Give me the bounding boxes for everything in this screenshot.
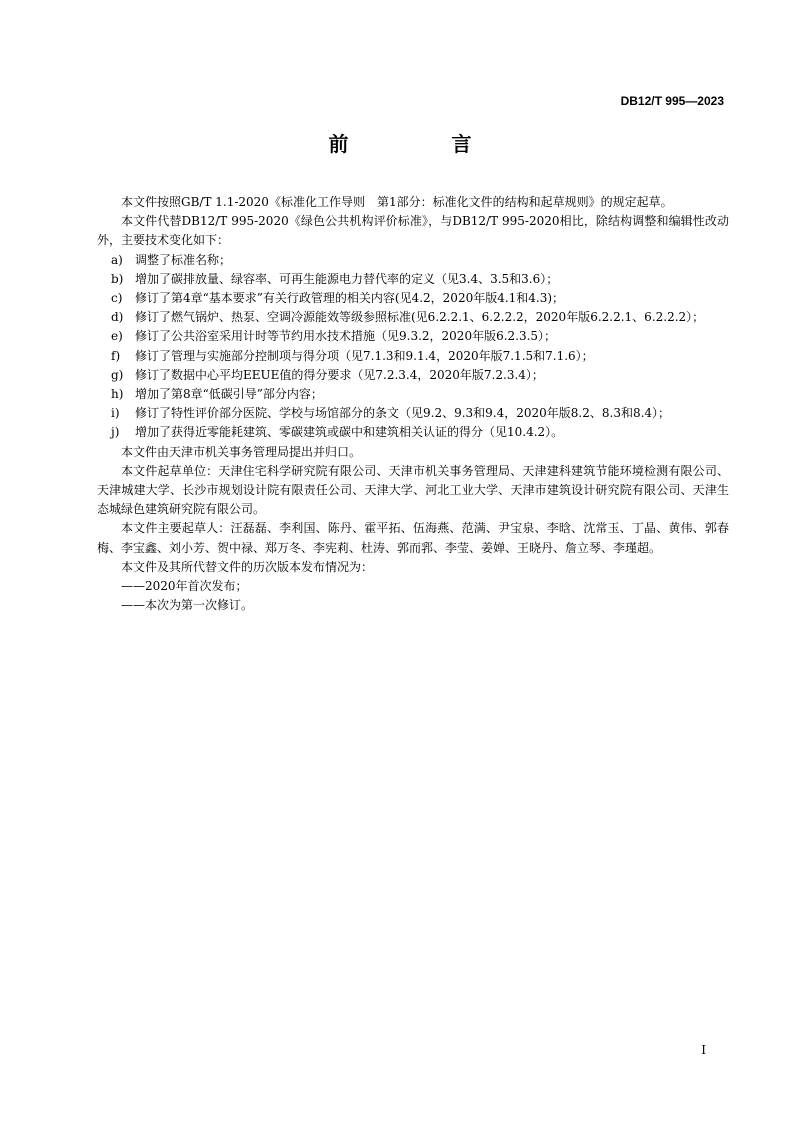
list-item [97,308,729,327]
list-item [97,327,729,346]
page-number: I [701,1043,706,1057]
item-label: j) [111,425,120,440]
item-label: c) [111,291,123,306]
item-label: e) [111,329,123,344]
item-text: 增加了第8章“低碳引导”部分内容； [135,387,323,402]
list-item [97,251,729,270]
item-label: b) [111,271,124,286]
item-text: 修订了燃气锅炉、热泵、空调冷源能效等级参照标准(见6.2.2.1、6.2.2.2，2020年版6.2.2.1、6.2.2.2）； [135,310,705,325]
item-text: 修订了数据中心平均EEUE值的得分要求（见7.2.3.4，2020年版7.2.3.4）； [135,367,544,382]
item-label: f) [111,348,121,363]
history-item: ——2020年首次发布； [121,579,248,594]
intro-paragraph: 本文件按照GB/T 1.1-2020《标准化工作导则 第1部分：标准化文件的结构和起草规则》的规定起草。 [121,195,673,209]
item-text: 增加了获得近零能耗建筑、零碳建筑或碳中和建筑相关认证的得分（见10.4.2）。 [135,425,564,440]
item-text: 增加了碳排放量、绿容率、可再生能源电力替代率的定义（见3.4、3.5和3.6）； [135,271,559,286]
item-label: a) [111,252,123,267]
item-text: 调整了标准名称； [135,252,232,267]
item-text: 修订了公共浴室采用计时等节约用水技术措施（见9.3.2，2020年版6.2.3.5）； [135,329,557,344]
changes-list [97,251,729,443]
drafting-units-paragraph: 本文件起草单位：天津住宅科学研究院有限公司、天津市机关事务管理局、天津建科建筑节能环境检测有限公司、天津城建大学、长沙市规划设计院有限责任公司、天津大学、河北工业大学、天津市建筑设计研究院有限公司、天津生态城绿色建筑研究院有限公司。 [97,463,729,517]
item-text: 修订了第4章“基本要求”有关行政管理的相关内容(见4.2，2020年版4.1和4.3)； [135,291,565,306]
list-item [97,366,729,385]
list-item [97,404,729,423]
item-label: d) [111,310,124,325]
list-item [97,423,729,442]
list-item [97,347,729,366]
item-label: h) [111,387,124,402]
item-label: i) [111,406,120,421]
foreword-body [97,193,729,615]
page-title: 前 言 [328,132,520,156]
history-intro-paragraph: 本文件及其所代替文件的历次版本发布情况为： [121,559,374,574]
item-text: 修订了特性评价部分医院、学校与场馆部分的条文（见9.2、9.3和9.4，2020年版8.2、8.3和8.4）； [135,406,671,421]
intro-paragraph: 本文件代替DB12/T 995-2020《绿色公共机构评价标准》，与DB12/T 995-2020相比，除结构调整和编辑性改动外，主要技术变化如下： [97,214,729,248]
drafters-paragraph: 本文件主要起草人：汪磊磊、李利国、陈丹、霍平拓、伍海燕、范满、尹宝泉、李晗、沈常玉、丁晶、黄伟、郭春梅、李宝鑫、刘小芳、贺中禄、郑万冬、李宪莉、杜涛、郭而郛、李莹、姜婵、王晓丹、詹立琴、李瑾超。 [97,521,729,555]
list-item [97,270,729,289]
document-code: DB12/T 995—2023 [620,94,724,108]
history-item: ——本次为第一次修订。 [121,598,254,613]
list-item [97,385,729,404]
item-label: g) [111,367,124,382]
item-text: 修订了管理与实施部分控制项与得分项（见7.1.3和9.1.4，2020年版7.1.5和7.1.6）； [135,348,594,363]
responsible-unit-paragraph: 本文件由天津市机关事务管理局提出并归口。 [121,444,362,459]
list-item [97,289,729,308]
